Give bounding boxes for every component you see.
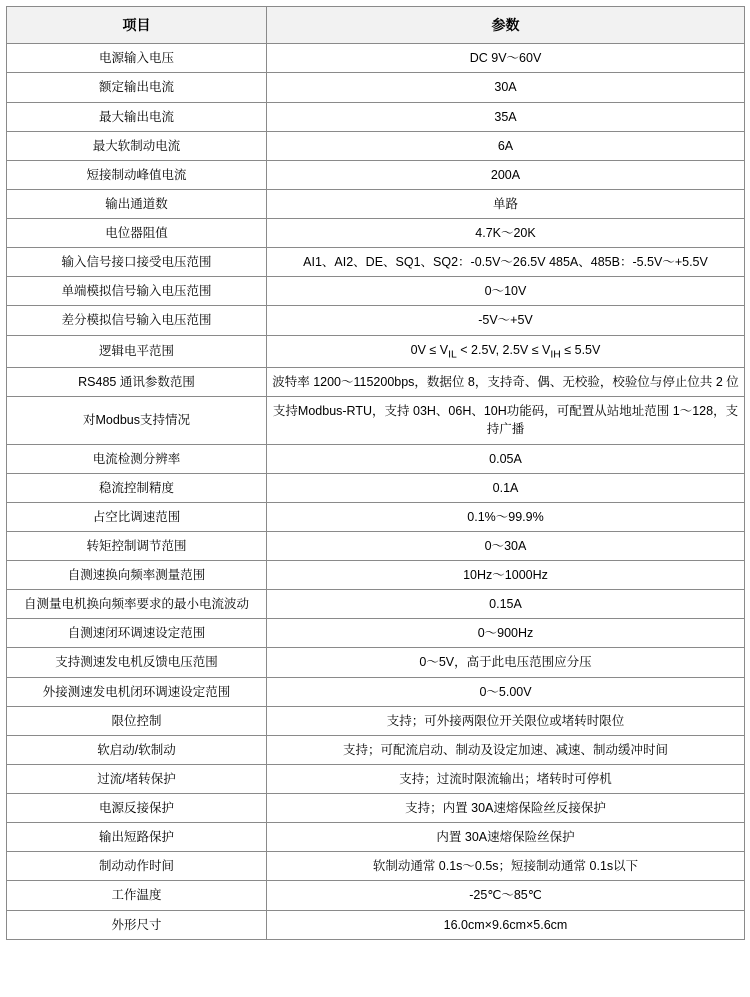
table-row xyxy=(7,706,745,735)
cell-item: 短接制动峰值电流 xyxy=(7,160,267,189)
cell-item: 最大软制动电流 xyxy=(7,131,267,160)
cell-value: 支持；可配流启动、制动及设定加速、减速、制动缓冲时间 xyxy=(267,735,745,764)
table-row xyxy=(7,73,745,102)
table-row xyxy=(7,590,745,619)
cell-value: 支持；内置 30A速熔保险丝反接保护 xyxy=(267,794,745,823)
cell-value: 16.0cm×9.6cm×5.6cm xyxy=(267,910,745,939)
table-row xyxy=(7,648,745,677)
cell-value: 0～5V，高于此电压范围应分压 xyxy=(267,648,745,677)
cell-item: 对Modbus支持情况 xyxy=(7,397,267,444)
cell-item: 工作温度 xyxy=(7,881,267,910)
cell-value: 10Hz～1000Hz xyxy=(267,561,745,590)
cell-item: 外形尺寸 xyxy=(7,910,267,939)
cell-item: 差分模拟信号输入电压范围 xyxy=(7,306,267,335)
cell-item: 软启动/软制动 xyxy=(7,735,267,764)
table-row xyxy=(7,764,745,793)
cell-value: 内置 30A速熔保险丝保护 xyxy=(267,823,745,852)
table-row xyxy=(7,735,745,764)
cell-value: 软制动通常 0.1s～0.5s；短接制动通常 0.1s以下 xyxy=(267,852,745,881)
table-row xyxy=(7,160,745,189)
table-row xyxy=(7,335,745,368)
table-row xyxy=(7,44,745,73)
cell-value: 0～5.00V xyxy=(267,677,745,706)
cell-item: RS485 通讯参数范围 xyxy=(7,368,267,397)
table-row xyxy=(7,531,745,560)
cell-value: 支持；可外接两限位开关限位或堵转时限位 xyxy=(267,706,745,735)
column-header-value: 参数 xyxy=(267,7,745,44)
table-row xyxy=(7,473,745,502)
table-row xyxy=(7,248,745,277)
cell-value: 波特率 1200～115200bps，数据位 8，支持奇、偶、无校验，校验位与停止位共 2 位 xyxy=(267,368,745,397)
cell-value: -5V～+5V xyxy=(267,306,745,335)
cell-value: 支持Modbus-RTU，支持 03H、06H、10H功能码，可配置从站地址范围 1～128，支持广播 xyxy=(267,397,745,444)
cell-item: 自测量电机换向频率要求的最小电流波动 xyxy=(7,590,267,619)
cell-item: 电位器阻值 xyxy=(7,219,267,248)
table-row xyxy=(7,306,745,335)
table-header xyxy=(7,7,745,44)
cell-value: 0.1A xyxy=(267,473,745,502)
cell-value: DC 9V～60V xyxy=(267,44,745,73)
table-row xyxy=(7,881,745,910)
table-row xyxy=(7,277,745,306)
table-row xyxy=(7,131,745,160)
table-row xyxy=(7,102,745,131)
table-row xyxy=(7,502,745,531)
cell-item: 制动动作时间 xyxy=(7,852,267,881)
cell-item: 电流检测分辨率 xyxy=(7,444,267,473)
table-body xyxy=(7,44,745,939)
table-row xyxy=(7,794,745,823)
cell-item: 自测速换向频率测量范围 xyxy=(7,561,267,590)
table-row xyxy=(7,910,745,939)
cell-item: 输出通道数 xyxy=(7,189,267,218)
column-header-item: 项目 xyxy=(7,7,267,44)
table-row xyxy=(7,677,745,706)
cell-value: 35A xyxy=(267,102,745,131)
table-row xyxy=(7,852,745,881)
cell-item: 稳流控制精度 xyxy=(7,473,267,502)
cell-value: 0.05A xyxy=(267,444,745,473)
cell-item: 输出短路保护 xyxy=(7,823,267,852)
table-row xyxy=(7,444,745,473)
table-row xyxy=(7,397,745,444)
cell-value: 0.15A xyxy=(267,590,745,619)
cell-value: 单路 xyxy=(267,189,745,218)
cell-item: 额定输出电流 xyxy=(7,73,267,102)
cell-item: 占空比调速范围 xyxy=(7,502,267,531)
cell-value: 6A xyxy=(267,131,745,160)
cell-value: 4.7K～20K xyxy=(267,219,745,248)
table-row xyxy=(7,219,745,248)
cell-item: 电源反接保护 xyxy=(7,794,267,823)
cell-value: 200A xyxy=(267,160,745,189)
cell-item: 输入信号接口接受电压范围 xyxy=(7,248,267,277)
cell-item: 外接测速发电机闭环调速设定范围 xyxy=(7,677,267,706)
cell-item: 限位控制 xyxy=(7,706,267,735)
cell-value: $0V \le V_{IL} < 2.5V$, $2.5V \le V_{IH} \le 5.5V$ xyxy=(267,335,745,368)
cell-item: 单端模拟信号输入电压范围 xyxy=(7,277,267,306)
cell-value: AI1、AI2、DE、SQ1、SQ2：-0.5V～26.5V 485A、485B：-5.5V～+5.5V xyxy=(267,248,745,277)
specification-table xyxy=(6,6,745,940)
cell-value: 支持；过流时限流输出；堵转时可停机 xyxy=(267,764,745,793)
cell-item: 自测速闭环调速设定范围 xyxy=(7,619,267,648)
cell-value: 0.1%～99.9% xyxy=(267,502,745,531)
table-row xyxy=(7,823,745,852)
cell-item: 转矩控制调节范围 xyxy=(7,531,267,560)
cell-item: 逻辑电平范围 xyxy=(7,335,267,368)
cell-item: 支持测速发电机反馈电压范围 xyxy=(7,648,267,677)
cell-value: 0～10V xyxy=(267,277,745,306)
cell-value: 0～30A xyxy=(267,531,745,560)
table-row xyxy=(7,189,745,218)
cell-item: 最大输出电流 xyxy=(7,102,267,131)
cell-value: 0～900Hz xyxy=(267,619,745,648)
cell-item: 电源输入电压 xyxy=(7,44,267,73)
cell-item: 过流/堵转保护 xyxy=(7,764,267,793)
table-row xyxy=(7,368,745,397)
table-row xyxy=(7,561,745,590)
cell-value: 30A xyxy=(267,73,745,102)
table-header-row xyxy=(7,7,745,44)
cell-value: -25℃～85℃ xyxy=(267,881,745,910)
table-row xyxy=(7,619,745,648)
